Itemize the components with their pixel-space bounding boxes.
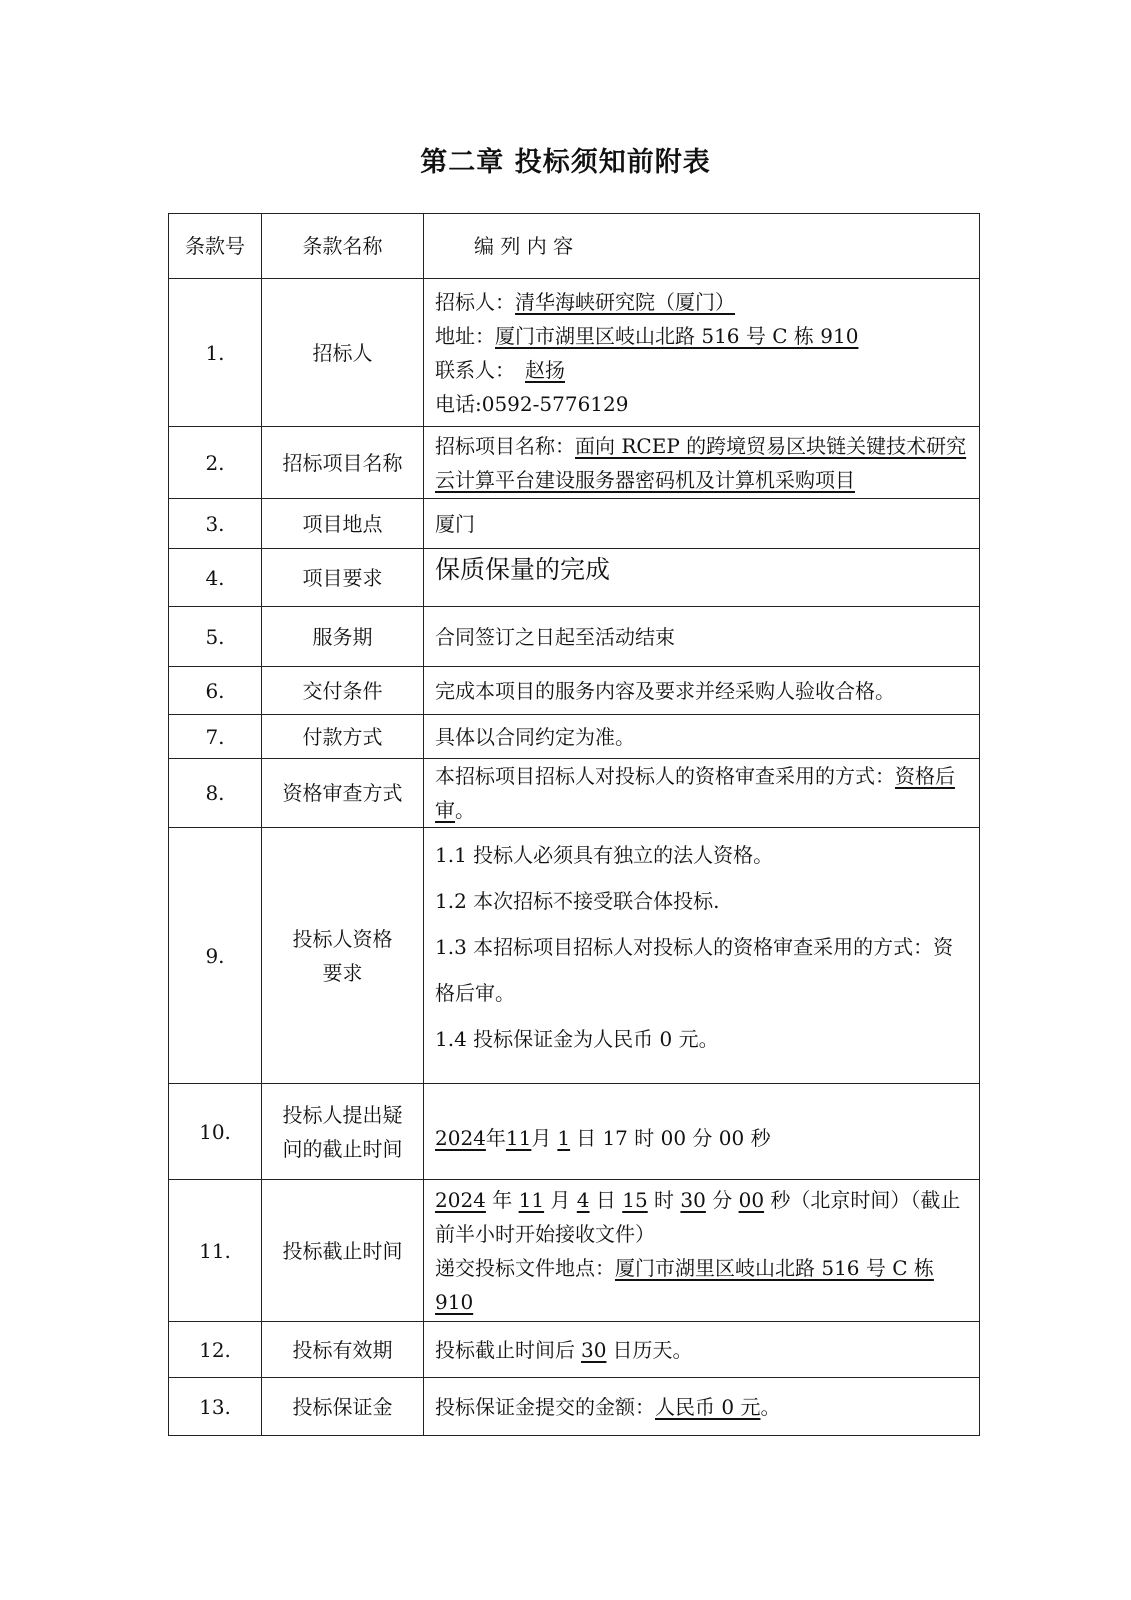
row-content — [424, 1378, 980, 1436]
header-name: 条款名称 — [262, 214, 424, 279]
table-row — [169, 607, 980, 667]
page-title: 第二章 投标须知前附表 — [420, 147, 711, 178]
d-month: 11 — [518, 1187, 545, 1212]
d-year-unit: 年 — [485, 1187, 519, 1212]
table-row — [169, 828, 980, 1084]
row-content: 合同签订之日起至活动结束 — [424, 607, 980, 667]
row-no: 9. — [169, 828, 262, 1084]
row-content: 厦门 — [424, 499, 980, 549]
row-content — [424, 828, 980, 1084]
contact-label: 联系人： — [435, 357, 515, 382]
row-name: 项目地点 — [262, 499, 424, 549]
table-row — [169, 1084, 980, 1180]
row-no: 1. — [169, 279, 262, 427]
row-content — [424, 427, 980, 499]
table-row — [169, 427, 980, 499]
table-row — [169, 1378, 980, 1436]
row-name: 付款方式 — [262, 715, 424, 759]
deposit-label: 投标保证金提交的金额： — [435, 1394, 655, 1419]
validity-pre: 投标截止时间后 — [435, 1337, 575, 1362]
row-name: 招标项目名称 — [262, 427, 424, 499]
table-header — [169, 214, 980, 279]
table-row — [169, 1322, 980, 1378]
row-no: 6. — [169, 667, 262, 715]
place-value: 厦门市湖里区岐山北路 516 号 C 栋 910 — [435, 1255, 934, 1314]
row-no: 11. — [169, 1180, 262, 1322]
row-content — [424, 279, 980, 427]
row-content — [424, 1180, 980, 1322]
project-name-label: 招标项目名称： — [435, 433, 575, 458]
address-value: 厦门市湖里区岐山北路 516 号 C 栋 910 — [495, 323, 859, 348]
d-second: 00 — [738, 1187, 765, 1212]
row-name-line: 问的截止时间 — [282, 1136, 403, 1161]
row-content — [424, 1322, 980, 1378]
row-name: 项目要求 — [262, 549, 424, 607]
d-minute: 30 — [680, 1187, 706, 1212]
d-hour-unit: 时 — [647, 1187, 681, 1212]
row-no: 10. — [169, 1084, 262, 1180]
table-row — [169, 759, 980, 828]
requirement-item: 1.1 投标人必须具有独立的法人资格。 — [435, 843, 774, 867]
table-row — [169, 279, 980, 427]
contact-value: 赵扬 — [525, 357, 565, 382]
row-name — [262, 1084, 424, 1180]
q-month: 11 — [505, 1125, 532, 1150]
tenderer-value: 清华海峡研究院（厦门） — [515, 289, 735, 314]
row-no: 13. — [169, 1378, 262, 1436]
row-content: 具体以合同约定为准。 — [424, 715, 980, 759]
row-no: 7. — [169, 715, 262, 759]
row-name: 投标保证金 — [262, 1378, 424, 1436]
q-rest: 日 17 时 00 分 00 秒 — [576, 1125, 771, 1150]
phone-text: 电话:0592-5776129 — [435, 391, 629, 416]
q-month-unit: 月 — [531, 1125, 552, 1150]
row-content: 完成本项目的服务内容及要求并经采购人验收合格。 — [424, 667, 980, 715]
review-end: 。 — [455, 798, 475, 822]
requirement-item: 1.3 本招标项目招标人对投标人的资格审查采用的方式：资格后审。 — [435, 935, 954, 1005]
bid-info-table — [168, 213, 980, 1436]
review-text: 本招标项目招标人对投标人的资格审查采用的方式： — [435, 764, 895, 788]
row-no: 8. — [169, 759, 262, 828]
d-day: 4 — [576, 1187, 590, 1212]
place-label: 递交投标文件地点： — [435, 1255, 615, 1280]
q-day: 1 — [557, 1125, 571, 1150]
project-name-value: 面向 RCEP 的跨境贸易区块链关键技术研究云计算平台建设服务器密码机及计算机采购项目 — [435, 433, 967, 492]
row-content — [424, 759, 980, 828]
row-no: 3. — [169, 499, 262, 549]
d-note: 秒（北京时间）（截止前半小时开始接收文件） — [435, 1187, 961, 1246]
q-year-unit: 年 — [485, 1125, 506, 1150]
row-name: 招标人 — [262, 279, 424, 427]
row-name: 服务期 — [262, 607, 424, 667]
table-row — [169, 549, 980, 607]
row-no: 2. — [169, 427, 262, 499]
header-content: 编 列 内 容 — [424, 214, 980, 279]
deposit-value: 人民币 0 元 — [655, 1394, 761, 1419]
review-method: 资格后审 — [435, 764, 955, 822]
validity-days: 30 — [581, 1337, 607, 1362]
requirement-item: 1.2 本次招标不接受联合体投标. — [435, 889, 720, 913]
row-name: 交付条件 — [262, 667, 424, 715]
row-name-line: 投标人资格 — [292, 926, 393, 951]
row-content: 保质保量的完成 — [424, 549, 980, 607]
row-name — [262, 828, 424, 1084]
table-row — [169, 499, 980, 549]
row-name: 投标有效期 — [262, 1322, 424, 1378]
header-no: 条款号 — [169, 214, 262, 279]
requirement-item: 1.4 投标保证金为人民币 0 元。 — [435, 1027, 719, 1051]
address-label: 地址： — [435, 323, 495, 348]
validity-post: 日历天。 — [612, 1337, 693, 1362]
d-day-unit: 日 — [589, 1187, 623, 1212]
d-minute-unit: 分 — [705, 1187, 739, 1212]
row-name: 投标截止时间 — [262, 1180, 424, 1322]
table-row — [169, 667, 980, 715]
table-row — [169, 715, 980, 759]
table-row — [169, 1180, 980, 1322]
d-hour: 15 — [622, 1187, 648, 1212]
tenderer-label: 招标人： — [435, 289, 515, 314]
row-no: 4. — [169, 549, 262, 607]
row-content — [424, 1084, 980, 1180]
row-name-line: 要求 — [322, 960, 363, 985]
deposit-end: 。 — [760, 1394, 781, 1419]
q-year: 2024 — [435, 1125, 486, 1150]
row-no: 12. — [169, 1322, 262, 1378]
d-year: 2024 — [435, 1187, 486, 1212]
row-no: 5. — [169, 607, 262, 667]
row-name-line: 投标人提出疑 — [282, 1102, 403, 1127]
d-month-unit: 月 — [544, 1187, 577, 1212]
row-name: 资格审查方式 — [262, 759, 424, 828]
